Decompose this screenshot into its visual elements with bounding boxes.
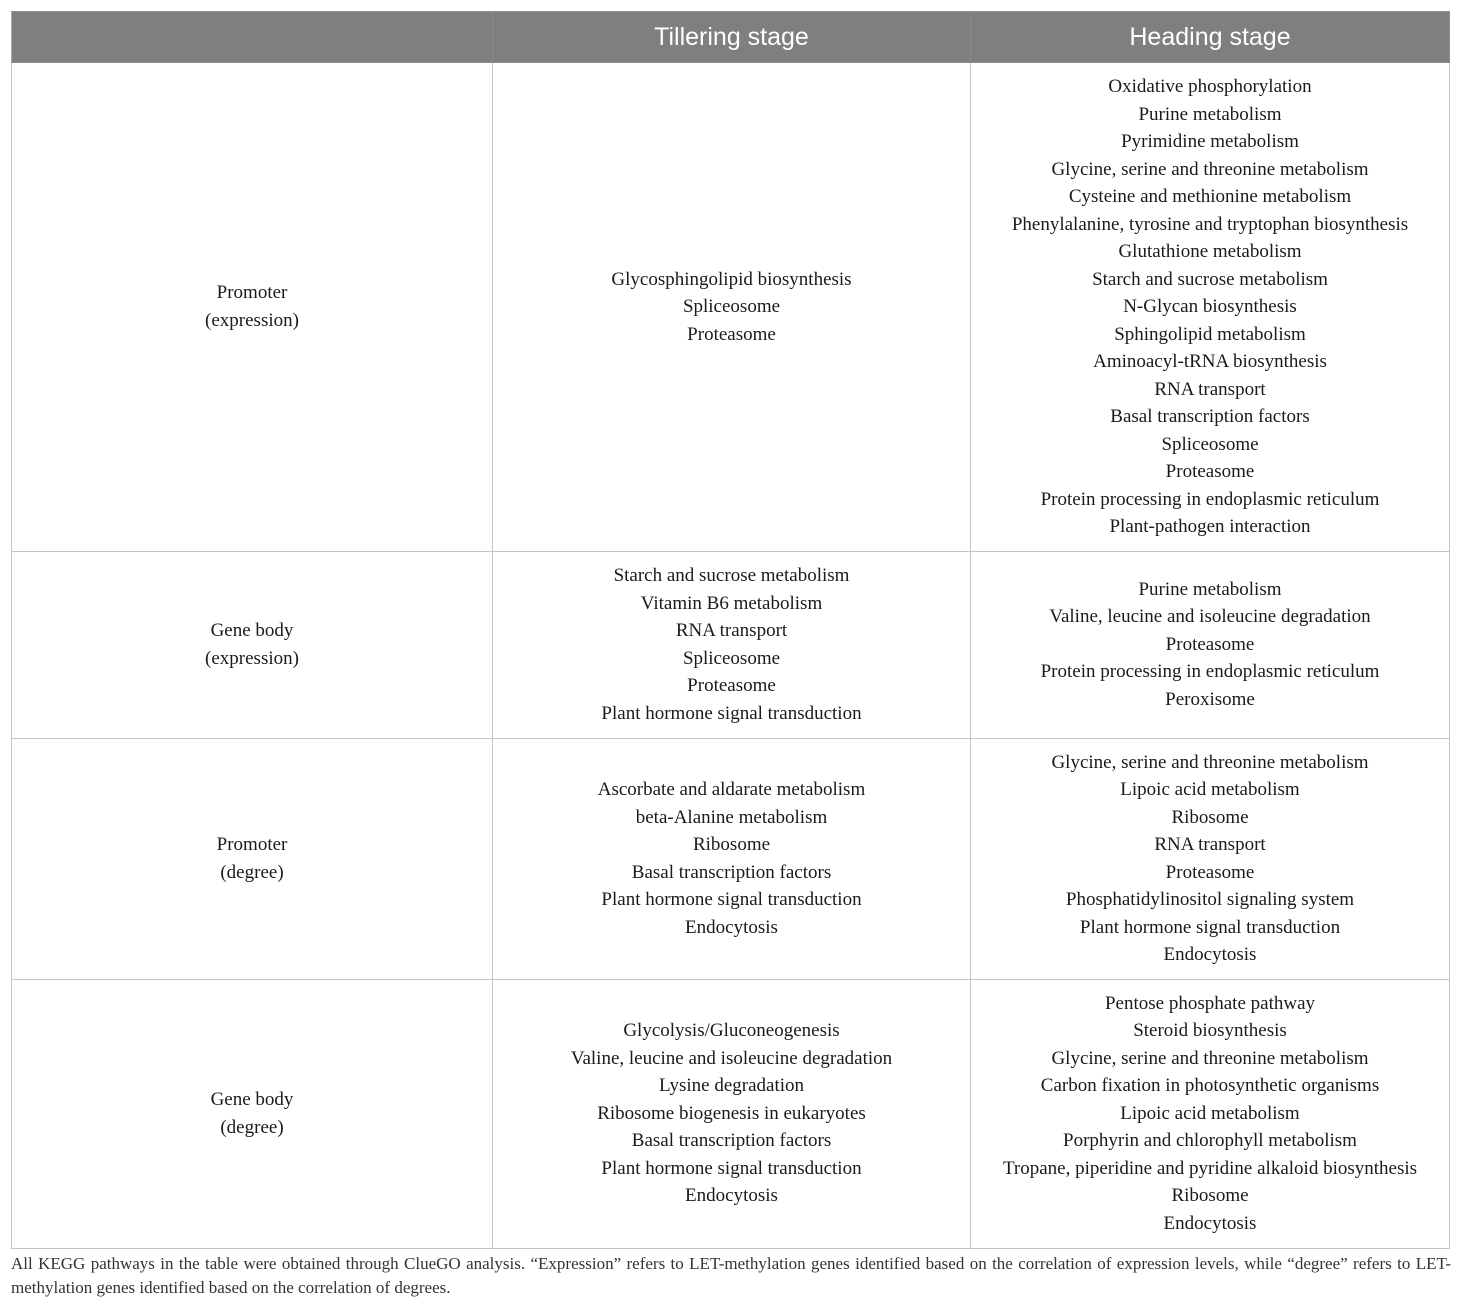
pathway-item: Glycine, serine and threonine metabolism xyxy=(1051,158,1369,180)
pathway-item: RNA transport xyxy=(1154,834,1266,855)
tillering-stage-cell xyxy=(493,551,971,738)
pathway-item: Proteasome xyxy=(1165,461,1255,482)
kegg-pathways-table xyxy=(11,11,1450,1249)
heading-stage-cell xyxy=(971,738,1450,979)
pathway-item: Basal transcription factors xyxy=(631,1130,832,1152)
pathway-item: Lipoic acid metabolism xyxy=(1120,779,1300,800)
pathway-item: Ribosome xyxy=(692,834,771,855)
pathway-item: Carbon fixation in photosynthetic organisms xyxy=(1040,1075,1380,1097)
row-label-line: Promoter xyxy=(216,834,288,855)
pathway-item: Spliceosome xyxy=(682,296,781,317)
tillering-stage-cell xyxy=(493,738,971,979)
pathway-item: Ribosome xyxy=(1171,806,1249,828)
table-body xyxy=(12,63,1450,1249)
row-label-line: (expression) xyxy=(205,309,299,331)
table-row xyxy=(12,63,1450,552)
pathway-item: Aminoacyl-tRNA biosynthesis xyxy=(1093,351,1327,372)
row-label-line: Gene body xyxy=(210,620,294,641)
pathway-item: Plant-pathogen interaction xyxy=(1109,516,1311,537)
pathway-item: Spliceosome xyxy=(1161,433,1259,455)
pathway-item: Cysteine and methionine metabolism xyxy=(1068,186,1352,207)
pathway-item: Plant hormone signal transduction xyxy=(601,1157,862,1179)
pathway-item: Pentose phosphate pathway xyxy=(1104,992,1315,1014)
kegg-pathways-table-container xyxy=(11,11,1449,1249)
pathway-item: Proteasome xyxy=(1165,861,1255,883)
pathway-item: Endocytosis xyxy=(1163,1212,1257,1234)
pathway-item: Basal transcription factors xyxy=(631,861,832,883)
pathway-item: Proteasome xyxy=(687,323,776,345)
heading-stage-cell xyxy=(971,63,1450,552)
tillering-stage-cell xyxy=(493,979,971,1248)
heading-stage-cell xyxy=(971,551,1450,738)
row-label-cell xyxy=(12,63,493,552)
table-row xyxy=(12,738,1450,979)
table-footnote: All KEGG pathways in the table were obtained through ClueGO analysis. “Expression” refers to LET-methylation genes identified based on the correlation of expression levels, while “degree” refers to LET-methylation genes identified based on the correlation of degrees. xyxy=(11,1254,1451,1297)
pathway-item: Peroxisome xyxy=(1165,688,1255,710)
pathway-item: Proteasome xyxy=(1165,633,1255,655)
pathway-item: Tropane, piperidine and pyridine alkaloid biosynthesis xyxy=(1002,1157,1418,1179)
pathway-item: Valine, leucine and isoleucine degradation xyxy=(570,1047,893,1069)
header-cell-heading-stage: Heading stage xyxy=(971,12,1450,63)
pathway-item: RNA transport xyxy=(675,620,788,641)
pathway-item: Plant hormone signal transduction xyxy=(601,702,862,724)
pathway-item: Glycine, serine and threonine metabolism xyxy=(1051,1047,1369,1069)
pathway-item: Glutathione metabolism xyxy=(1118,241,1302,262)
header-row xyxy=(12,12,1450,63)
row-label-line: (expression) xyxy=(205,647,299,669)
pathway-item: Glycolysis/Gluconeogenesis xyxy=(623,1020,840,1042)
pathway-item: Proteasome xyxy=(687,675,776,696)
row-label-line: Promoter xyxy=(216,282,288,304)
pathway-item: Purine metabolism xyxy=(1138,578,1282,600)
table-row xyxy=(12,979,1450,1248)
pathway-item: Pyrimidine metabolism xyxy=(1121,131,1299,152)
pathway-item: Valine, leucine and isoleucine degradation xyxy=(1049,606,1371,628)
pathway-item: Endocytosis xyxy=(685,916,778,938)
row-label-cell xyxy=(12,979,493,1248)
pathway-item: Glycosphingolipid biosynthesis xyxy=(611,268,852,290)
row-label-line: (degree) xyxy=(220,1116,284,1138)
row-label-cell xyxy=(12,551,493,738)
pathway-item: Oxidative phosphorylation xyxy=(1108,76,1312,97)
pathway-item: Ascorbate and aldarate metabolism xyxy=(597,779,866,800)
pathway-item: Ribosome biogenesis in eukaryotes xyxy=(597,1102,866,1124)
table-header xyxy=(12,12,1450,63)
header-cell-tillering-stage: Tillering stage xyxy=(493,12,971,63)
header-cell-empty xyxy=(12,12,493,63)
pathway-item: Lipoic acid metabolism xyxy=(1120,1102,1300,1124)
pathway-item: Plant hormone signal transduction xyxy=(601,889,862,910)
pathway-item: Lysine degradation xyxy=(658,1075,805,1097)
pathway-item: Starch and sucrose metabolism xyxy=(1092,268,1328,290)
pathway-item: Porphyrin and chlorophyll metabolism xyxy=(1063,1130,1357,1152)
row-label-cell xyxy=(12,738,493,979)
tillering-stage-cell xyxy=(493,63,971,552)
pathway-item: Starch and sucrose metabolism xyxy=(613,565,850,586)
pathway-item: RNA transport xyxy=(1154,378,1266,400)
row-label-line: (degree) xyxy=(220,861,284,883)
heading-stage-cell xyxy=(971,979,1450,1248)
pathway-item: Endocytosis xyxy=(1163,944,1257,965)
pathway-item: Endocytosis xyxy=(685,1185,778,1207)
pathway-item: Sphingolipid metabolism xyxy=(1114,323,1306,345)
table-row xyxy=(12,551,1450,738)
pathway-item: Vitamin B6 metabolism xyxy=(640,592,823,614)
pathway-item: Phenylalanine, tyrosine and tryptophan biosynthesis xyxy=(1011,213,1409,235)
pathway-item: Phosphatidylinositol signaling system xyxy=(1065,889,1355,910)
pathway-item: N-Glycan biosynthesis xyxy=(1123,296,1297,317)
pathway-item: beta-Alanine metabolism xyxy=(635,806,828,828)
pathway-item: Protein processing in endoplasmic reticulum xyxy=(1040,488,1380,510)
pathway-item: Steroid biosynthesis xyxy=(1133,1020,1287,1042)
pathway-item: Protein processing in endoplasmic reticulum xyxy=(1040,661,1380,683)
pathway-item: Glycine, serine and threonine metabolism xyxy=(1051,751,1369,773)
pathway-item: Purine metabolism xyxy=(1138,103,1282,125)
pathway-item: Basal transcription factors xyxy=(1110,406,1310,427)
row-label-line: Gene body xyxy=(210,1089,294,1110)
pathway-item: Spliceosome xyxy=(682,647,781,669)
pathway-item: Ribosome xyxy=(1171,1185,1249,1207)
pathway-item: Plant hormone signal transduction xyxy=(1079,916,1341,938)
